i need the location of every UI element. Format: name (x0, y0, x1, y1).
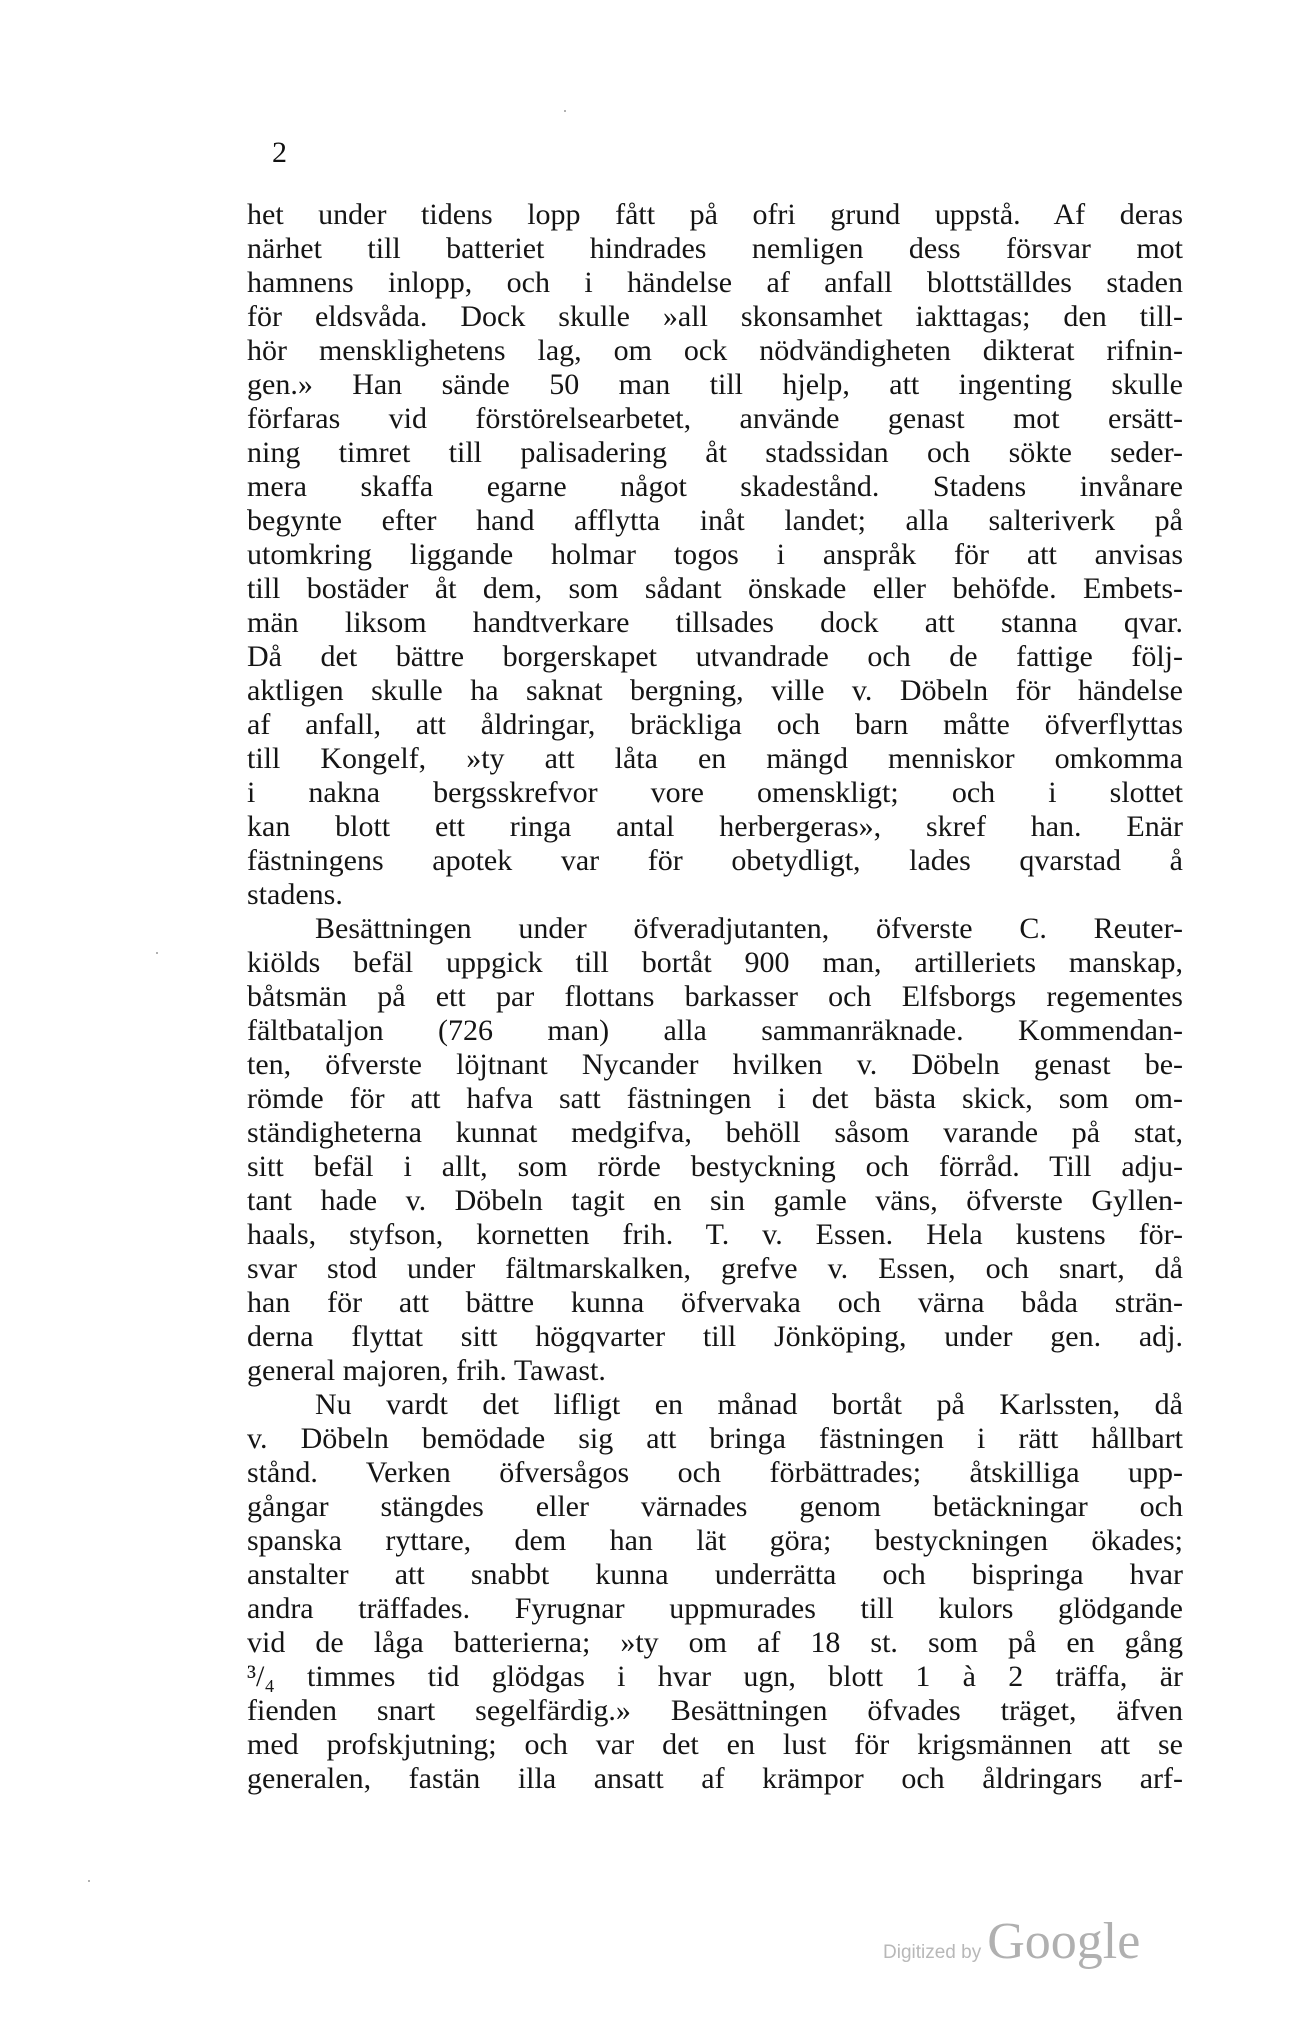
text-line: ten, öfverste löjtnant Nycander hvilken v. Döbeln genast be- (247, 1048, 1183, 1081)
watermark-prefix: Digitized by (883, 1942, 982, 1963)
text-line: stånd. Verken öfversågos och förbättrades; åtskilliga upp- (247, 1456, 1183, 1489)
scan-speck (88, 1880, 90, 1882)
text-line: kiölds befäl uppgick till bortåt 900 man, artilleriets manskap, (247, 946, 1183, 979)
text-line: ning timret till palisadering åt stadssidan och sökte seder- (247, 436, 1183, 469)
text-line: mera skaffa egarne något skadestånd. Stadens invånare (247, 470, 1183, 503)
digitized-watermark (883, 1912, 1140, 1971)
text-line: vid de låga batterierna; »ty om af 18 st. som på en gång (247, 1626, 1183, 1659)
text-line: stadens. (247, 878, 343, 911)
google-logo: Google (987, 1913, 1141, 1970)
text-line: generalen, fastän illa ansatt af krämpor och åldringars arf- (247, 1762, 1183, 1795)
text-line: derna flyttat sitt högqvarter till Jönköping, under gen. adj. (247, 1320, 1183, 1353)
text-line: gångar stängdes eller värnades genom betäckningar och (247, 1490, 1183, 1523)
text-line: män liksom handtverkare tillsades dock att stanna qvar. (247, 606, 1183, 639)
text-line: fältbataljon (726 man) alla sammanräknade. Kommendan- (247, 1014, 1183, 1047)
text-line: Besättningen under öfveradjutanten, öfverste C. Reuter- (315, 912, 1183, 945)
text-line: i nakna bergsskrefvor vore omenskligt; och i slottet (247, 776, 1183, 809)
text-line: närhet till batteriet hindrades nemligen dess försvar mot (247, 232, 1183, 265)
text-line: till Kongelf, »ty att låta en mängd menniskor omkomma (247, 742, 1183, 775)
text-line: utomkring liggande holmar togos i anspråk för att anvisas (247, 538, 1183, 571)
text-line: af anfall, att åldringar, bräckliga och barn måtte öfverflyttas (247, 708, 1183, 741)
text-line: till bostäder åt dem, som sådant önskade eller behöfde. Embets- (247, 572, 1183, 605)
text-line: het under tidens lopp fått på ofri grund uppstå. Af deras (247, 198, 1183, 231)
text-line: gen.» Han sände 50 man till hjelp, att ingenting skulle (247, 368, 1183, 401)
text-line: ³/₄ timmes tid glödgas i hvar ugn, blott 1 à 2 träffa, är (247, 1660, 1183, 1693)
text-line: v. Döbeln bemödade sig att bringa fästningen i rätt hållbart (247, 1422, 1183, 1455)
text-line: aktligen skulle ha saknat bergning, ville v. Döbeln för händelse (247, 674, 1183, 707)
text-line: general majoren, frih. Tawast. (247, 1354, 606, 1387)
text-line: fästningens apotek var för obetydligt, lades qvarstad å (247, 844, 1183, 877)
text-line: båtsmän på ett par flottans barkasser och Elfsborgs regementes (247, 980, 1183, 1013)
text-line: haals, styfson, kornetten frih. T. v. Essen. Hela kustens för- (247, 1218, 1183, 1251)
body-text (247, 198, 1183, 1796)
text-line: andra träffades. Fyrugnar uppmurades till kulors glödgande (247, 1592, 1183, 1625)
text-line: för eldsvåda. Dock skulle »all skonsamhet iakttagas; den till- (247, 300, 1183, 333)
text-line: han för att bättre kunna öfvervaka och värna båda strän- (247, 1286, 1183, 1319)
text-line: kan blott ett ringa antal herbergeras», skref han. Enär (247, 810, 1183, 843)
text-line: tant hade v. Döbeln tagit en sin gamle väns, öfverste Gyllen- (247, 1184, 1183, 1217)
text-line: Då det bättre borgerskapet utvandrade och de fattige följ- (247, 640, 1183, 673)
scan-speck (564, 110, 566, 112)
page-number: 2 (272, 136, 287, 169)
text-line: förfaras vid förstörelsearbetet, använde genast mot ersätt- (247, 402, 1183, 435)
text-line: hamnens inlopp, och i händelse af anfall blottställdes staden (247, 266, 1183, 299)
text-line: svar stod under fältmarskalken, grefve v. Essen, och snart, då (247, 1252, 1183, 1285)
text-line: sitt befäl i allt, som rörde bestyckning och förråd. Till adju- (247, 1150, 1183, 1183)
text-line: begynte efter hand afflytta inåt landet; alla salteriverk på (247, 504, 1183, 537)
text-line: römde för att hafva satt fästningen i det bästa skick, som om- (247, 1082, 1183, 1115)
text-line: spanska ryttare, dem han lät göra; bestyckningen ökades; (247, 1524, 1183, 1557)
text-line: fienden snart segelfärdig.» Besättningen öfvades träget, äfven (247, 1694, 1183, 1727)
text-line: hör mensklighetens lag, om ock nödvändigheten dikterat rifnin- (247, 334, 1183, 367)
text-line: anstalter att snabbt kunna underrätta och bispringa hvar (247, 1558, 1183, 1591)
scan-speck (156, 952, 158, 954)
text-line: ständigheterna kunnat medgifva, behöll såsom varande på stat, (247, 1116, 1183, 1149)
text-line: Nu vardt det lifligt en månad bortåt på Karlssten, då (315, 1388, 1183, 1421)
text-line: med profskjutning; och var det en lust för krigsmännen att se (247, 1728, 1183, 1761)
